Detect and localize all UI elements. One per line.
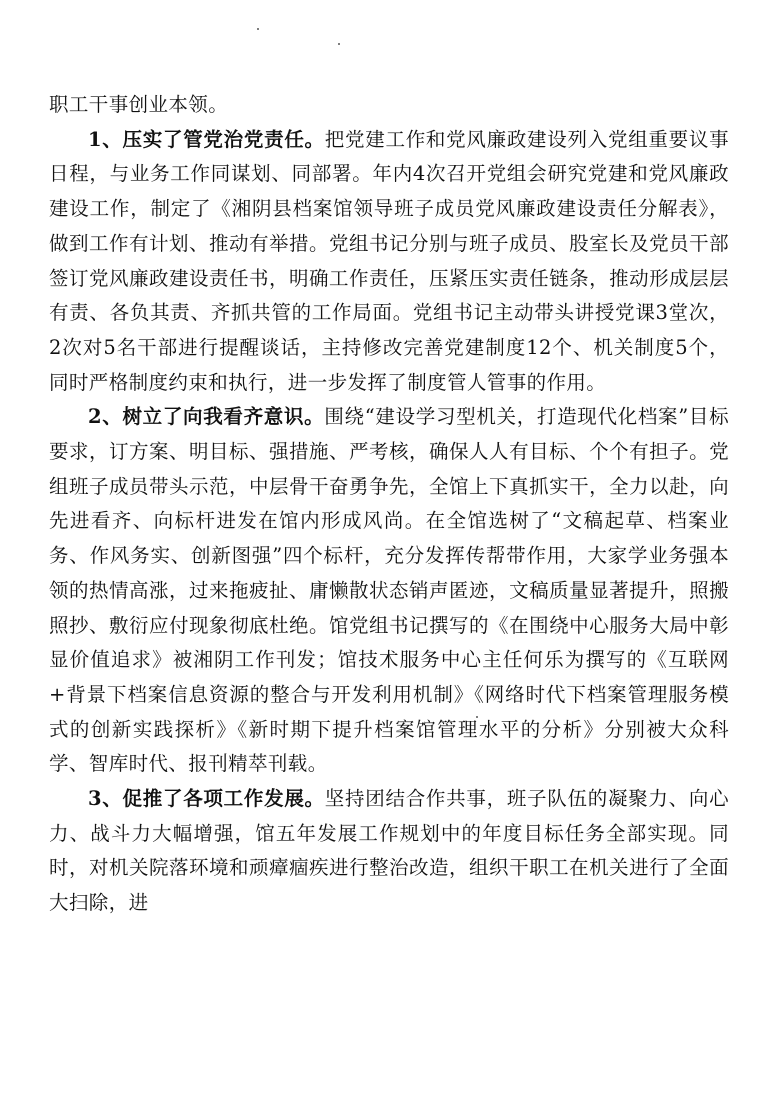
section-heading: 3、促推了各项工作发展。 <box>88 787 325 811</box>
paragraph-section-3 <box>49 782 729 921</box>
paragraph-text: 围绕“建设学习型机关，打造现代化档案”目标要求，订方案、明目标、强措施、严考核，确保人人有目标、个个有担子。党组班子成员带头示范，中层骨干奋勇争先，全馆上下真抓实干，全力以赴，向先进看齐、向标杆进发在馆内形成风尚。在全馆选树了“文稿起草、档案业务、作风务实、创新图强”四个标杆，充分发挥传帮带作用，大家学业务强本领的热情高涨，过来拖疲扯、庸懒散状态销声匿迹，文稿质量显著提升，照搬照抄、敷衍应付现象彻底杜绝。馆党组书记撰写的《在围绕中心服务大局中彰显价值追求》被湘阴工作刊发；馆技术服务中心主任何乐为撰写的《互联网+背景下档案信息资源的整合与开发利用机制》《网络时代下档案管理服务模式的创新实践探析》《新时期下提升档案馆管理水平的分析》分别被大众科学、智库时代、报刊精萃刊载。 <box>49 405 729 776</box>
scan-speck <box>338 43 340 45</box>
section-heading: 1、压实了管党治党责任。 <box>88 127 325 151</box>
paragraph-text: 坚持团结合作共事，班子队伍的凝聚力、向心力、战斗力大幅增强，馆五年发展工作规划中的年度目标任务全部实现。同时，对机关院落环境和顽瘴痼疾进行整治改造，组织干职工在机关进行了全面大扫除，进 <box>49 787 729 915</box>
paragraph-text: 职工干事创业本领。 <box>49 93 229 116</box>
paragraph-continuation <box>49 88 729 123</box>
section-heading: 2、树立了向我看齐意识。 <box>88 405 325 429</box>
document-body <box>49 88 729 921</box>
paragraph-text: 把党建工作和党风廉政建设列入党组重要议事日程，与业务工作同谋划、同部署。年内4次召开党组会研究党建和党风廉政建设工作，制定了《湘阴县档案馆领导班子成员党风廉政建设责任分解表》，做到工作有计划、推动有举措。党组书记分别与班子成员、股室长及党员干部签订党风廉政建设责任书，明确工作责任，压紧压实责任链条，推动形成层层有责、各负其责、齐抓共管的工作局面。党组书记主动带头讲授党课3堂次，2次对5名干部进行提醒谈话，主持修改完善党建制度12个、机关制度5个，同时严格制度约束和执行，进一步发挥了制度管人管事的作用。 <box>49 127 729 394</box>
paragraph-section-2 <box>49 400 729 782</box>
paragraph-section-1 <box>49 123 729 401</box>
scan-speck <box>257 28 259 30</box>
